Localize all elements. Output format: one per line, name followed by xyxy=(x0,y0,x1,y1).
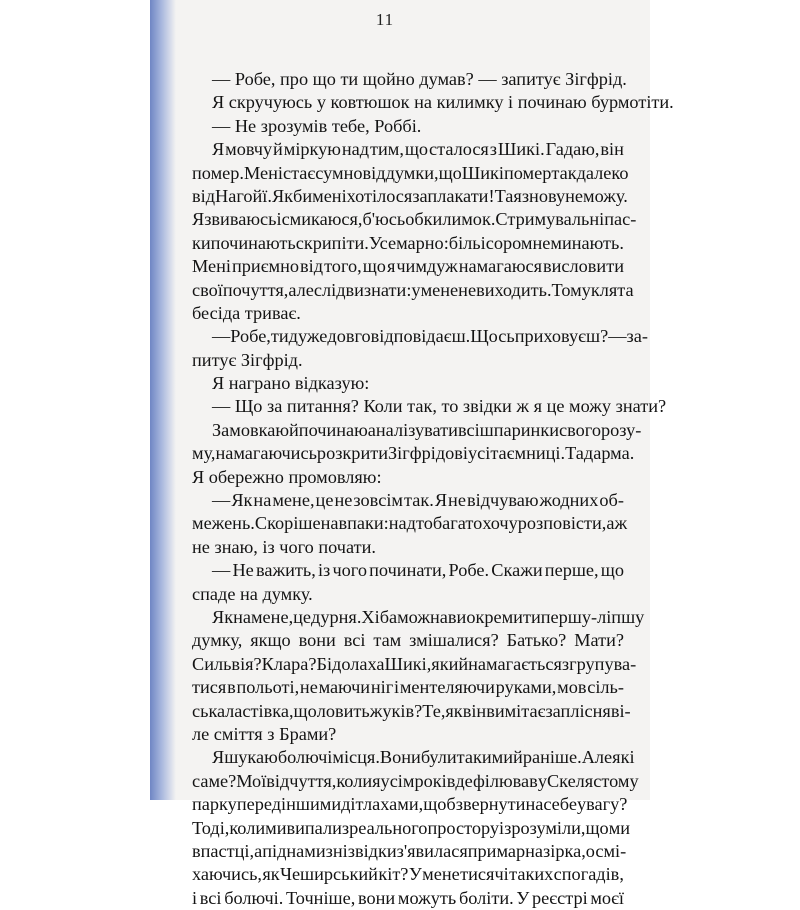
word: приховуєш? xyxy=(514,326,609,347)
word: У xyxy=(516,887,530,908)
text-line: — Що за питання? Коли так, то звідки ж я це можу знати? xyxy=(212,396,667,417)
word: звиваюсь xyxy=(204,209,277,230)
word: і xyxy=(499,817,505,838)
word: під xyxy=(262,840,287,861)
word: нізвідки xyxy=(332,840,397,861)
word: надто xyxy=(388,513,433,534)
word: Чеширський xyxy=(280,864,378,885)
word: болючі xyxy=(277,747,333,768)
text-line: — Не зрозумів тебе, Роббі. xyxy=(212,115,422,136)
word: аналізувати xyxy=(367,419,458,440)
word: з xyxy=(341,817,350,838)
word: Скоріше xyxy=(254,513,321,534)
word: думки, xyxy=(385,162,439,183)
word: як xyxy=(262,864,280,885)
word: моєї xyxy=(590,887,624,908)
word: сором xyxy=(485,232,533,253)
word: можу. xyxy=(583,185,628,206)
word: думку, xyxy=(192,630,243,651)
word: можна xyxy=(397,606,448,627)
word: від xyxy=(192,185,216,206)
word: ти xyxy=(270,326,289,347)
word: Стримувальні xyxy=(495,209,605,230)
word: Я xyxy=(212,747,225,768)
word: — xyxy=(212,326,231,347)
word: Гадаю, xyxy=(545,139,600,160)
word: років xyxy=(414,770,456,791)
word: дурня. xyxy=(311,606,362,627)
word: виходить. xyxy=(476,279,552,300)
text-line xyxy=(192,489,624,512)
word: жодних xyxy=(539,490,599,511)
word: Мені xyxy=(192,256,231,277)
word: від xyxy=(300,256,324,277)
word: саме? xyxy=(192,770,237,791)
word: сіль- xyxy=(587,677,624,698)
word: Але xyxy=(581,747,613,768)
word: Клара? xyxy=(261,653,317,674)
word: всі xyxy=(199,887,222,908)
word: осмі- xyxy=(585,840,627,861)
word: починають xyxy=(210,232,296,253)
word: це xyxy=(293,606,312,627)
text-line xyxy=(192,255,624,278)
word: Усе xyxy=(368,232,397,253)
word: Скелястому xyxy=(546,770,639,791)
word: килимок. xyxy=(423,209,496,230)
word: такими xyxy=(456,747,514,768)
text-line: спаде на думку. xyxy=(192,583,313,604)
word: би xyxy=(293,185,313,206)
word: хочу xyxy=(482,513,518,534)
word: можуть xyxy=(397,887,457,908)
word: так xyxy=(551,162,577,183)
word: визнати: xyxy=(345,279,412,300)
word: тисячі xyxy=(460,864,509,885)
word: розу- xyxy=(600,419,642,440)
word: реального xyxy=(349,817,428,838)
word: намагаюся xyxy=(458,256,542,277)
word: Хіба xyxy=(361,606,398,627)
word: й xyxy=(273,139,283,160)
word: висловити xyxy=(543,256,624,277)
text-line xyxy=(192,419,642,442)
word: Мої xyxy=(236,770,267,791)
word: ми xyxy=(265,817,287,838)
text-line xyxy=(192,700,631,723)
word: чимдуж xyxy=(396,256,458,277)
word: намагаючись xyxy=(215,443,317,464)
word: руками, xyxy=(495,677,557,698)
word: розкрити xyxy=(316,443,389,464)
text-line: питує Зігфрід. xyxy=(192,349,303,370)
word: парку xyxy=(192,794,237,815)
text-line xyxy=(192,840,627,863)
word: починаю xyxy=(298,419,368,440)
text-line: Я награно відказую: xyxy=(212,373,370,394)
word: були xyxy=(420,747,457,768)
word: клята xyxy=(590,279,634,300)
word: Як xyxy=(212,606,234,627)
word: мене xyxy=(422,864,460,885)
text-line xyxy=(192,887,624,910)
word: свого xyxy=(559,419,601,440)
text-line xyxy=(192,442,635,465)
word: — xyxy=(608,326,627,347)
word: який xyxy=(431,653,469,674)
word: так. xyxy=(404,490,434,511)
book-page xyxy=(150,0,674,908)
word: що xyxy=(438,162,462,183)
word: коли xyxy=(336,770,373,791)
word: марно: xyxy=(396,232,449,253)
word: перед xyxy=(236,794,282,815)
word: які xyxy=(612,747,635,768)
word: всі xyxy=(457,419,480,440)
body-text xyxy=(192,68,674,910)
word: зірка, xyxy=(543,840,586,861)
word: місця. xyxy=(332,747,380,768)
word: не xyxy=(299,677,318,698)
text-line xyxy=(192,817,631,840)
word: реєстрі xyxy=(532,887,588,908)
word: помер xyxy=(503,162,552,183)
word: намагається xyxy=(468,653,562,674)
word: — xyxy=(212,490,231,511)
word: і xyxy=(276,209,282,230)
word: починати, xyxy=(369,560,447,581)
word: а xyxy=(254,840,263,861)
word: зовсім xyxy=(353,490,403,511)
word: сім xyxy=(389,770,415,791)
word: болючі. xyxy=(224,887,284,908)
word: усі xyxy=(467,443,491,464)
word: стає xyxy=(282,162,316,183)
word: коли xyxy=(229,817,266,838)
word: таємниці. xyxy=(490,443,566,464)
word: мене xyxy=(420,279,459,300)
text-line xyxy=(192,162,629,185)
word: себе xyxy=(543,794,577,815)
word: му, xyxy=(192,443,216,464)
word: Сильвія? xyxy=(192,653,262,674)
word: за- xyxy=(626,326,648,347)
word: у xyxy=(537,770,547,791)
word: Скажи xyxy=(491,560,543,581)
word: вимітає xyxy=(486,700,546,721)
word: увагу? xyxy=(576,794,628,815)
word: раніше. xyxy=(522,747,582,768)
word: відчуття, xyxy=(266,770,337,791)
word: Нагойї. xyxy=(215,185,272,206)
word: я xyxy=(372,770,381,791)
word: він xyxy=(600,139,624,160)
word: навпаки: xyxy=(320,513,389,534)
word: слід xyxy=(313,279,346,300)
word: простору xyxy=(427,817,500,838)
word: мене, xyxy=(272,490,315,511)
text-line xyxy=(192,325,648,348)
word: не xyxy=(448,490,466,511)
word: довго xyxy=(327,326,371,347)
word: ська xyxy=(192,700,226,721)
text-line xyxy=(192,279,634,302)
word: Щось xyxy=(470,326,515,347)
word: ментеляючи xyxy=(399,677,495,698)
word: нами xyxy=(286,840,326,861)
word: розповісти, xyxy=(517,513,607,534)
word: ловить xyxy=(316,700,370,721)
word: не xyxy=(532,232,551,253)
text-line xyxy=(192,512,628,535)
word: якщо xyxy=(250,630,291,651)
word: межень. xyxy=(192,513,255,534)
word: і xyxy=(192,887,198,908)
word: заплісняві- xyxy=(545,700,631,721)
word: аж xyxy=(606,513,628,534)
word: почуття, xyxy=(222,279,289,300)
word: об- xyxy=(599,490,624,511)
word: як xyxy=(445,700,463,721)
word: вони xyxy=(298,630,336,651)
word: ми xyxy=(608,817,631,838)
word: відчуваю xyxy=(466,490,539,511)
word: тим, xyxy=(370,139,404,160)
word: ніг xyxy=(370,677,394,698)
text-line: Я скручуюсь у ковтюшок на килимку і починаю бурмотіти. xyxy=(212,92,674,113)
text-line xyxy=(192,629,624,652)
word: він xyxy=(462,700,487,721)
word: що xyxy=(585,817,609,838)
word: приємно xyxy=(232,256,300,277)
text-line xyxy=(192,232,624,255)
text-line xyxy=(192,863,624,886)
word: там xyxy=(373,630,402,651)
word: свої xyxy=(192,279,223,300)
word: перше, xyxy=(544,560,599,581)
word: Як xyxy=(271,185,294,206)
word: від xyxy=(362,162,386,183)
word: що xyxy=(293,700,317,721)
word: Батько? xyxy=(506,630,567,651)
word: б'юсь xyxy=(362,209,406,230)
word: я xyxy=(513,185,522,206)
text-line: бесіда триває. xyxy=(192,302,301,323)
word: Як xyxy=(231,490,253,511)
word: сталося xyxy=(429,139,489,160)
word: в xyxy=(192,840,201,861)
word: дуже xyxy=(288,326,328,347)
text-line xyxy=(192,793,628,816)
word: спогадів, xyxy=(553,864,624,885)
word: з'явилася xyxy=(396,840,468,861)
word: над xyxy=(341,139,370,160)
word: скрипіти. xyxy=(295,232,369,253)
word: Та xyxy=(565,443,584,464)
text-line xyxy=(192,770,639,793)
word: Шикі, xyxy=(384,653,432,674)
word: у xyxy=(380,770,390,791)
word: пас- xyxy=(604,209,637,230)
word: Не xyxy=(232,560,254,581)
word: ки xyxy=(192,232,211,253)
word: не xyxy=(565,185,584,206)
text-line xyxy=(192,208,637,231)
word: вони xyxy=(357,887,396,908)
word: з xyxy=(489,139,497,160)
word: боліти. xyxy=(458,887,514,908)
word: шпаринки xyxy=(479,419,560,440)
word: кіт? xyxy=(378,864,409,885)
word: іншими xyxy=(281,794,342,815)
word: жуків? xyxy=(369,700,423,721)
text-line xyxy=(192,746,635,769)
word: зрозуміли, xyxy=(504,817,586,838)
word: на xyxy=(233,606,251,627)
word: шукаю xyxy=(224,747,278,768)
word: хаючись, xyxy=(192,864,262,885)
word: Робе, xyxy=(230,326,271,347)
word: виокремити xyxy=(447,606,541,627)
word: минають. xyxy=(550,232,624,253)
word: польоті, xyxy=(236,677,300,698)
word: далеко xyxy=(576,162,629,183)
word: й xyxy=(289,419,299,440)
word: Робе. xyxy=(448,560,490,581)
word: важить, xyxy=(255,560,316,581)
word: багато xyxy=(432,513,483,534)
word: що xyxy=(362,256,386,277)
word: що xyxy=(404,139,429,160)
word: хотілося xyxy=(346,185,413,206)
word: маючи xyxy=(318,677,371,698)
word: на xyxy=(525,794,544,815)
word: Шикі. xyxy=(497,139,545,160)
text-line xyxy=(192,676,624,699)
word: і xyxy=(480,232,486,253)
word: не xyxy=(334,490,353,511)
word: Вони xyxy=(379,747,421,768)
word: сумно xyxy=(315,162,363,183)
text-line: не знаю, із чого почати. xyxy=(192,536,376,557)
word: міркую xyxy=(283,139,341,160)
text-line xyxy=(192,653,637,676)
spine-shadow xyxy=(150,0,176,800)
word: з xyxy=(325,840,333,861)
word: на xyxy=(253,490,272,511)
word: випали xyxy=(286,817,342,838)
text-line: — Робе, про що ти щойно думав? — запитує Зігфрід. xyxy=(212,69,627,89)
word: відповідаєш. xyxy=(370,326,471,347)
word: смикаюся, xyxy=(281,209,363,230)
word: Я xyxy=(212,139,225,160)
word: — xyxy=(212,560,231,581)
word: знову xyxy=(521,185,566,206)
word: дефілював xyxy=(455,770,538,791)
word: Точніше, xyxy=(286,887,356,908)
word: Я xyxy=(192,209,205,230)
word: чого xyxy=(332,560,367,581)
word: Я xyxy=(434,490,448,511)
word: Бідолаха xyxy=(316,653,385,674)
word: біль xyxy=(448,232,481,253)
word: мені xyxy=(312,185,347,206)
word: всі xyxy=(343,630,366,651)
word: помер. xyxy=(192,162,244,183)
word: Шикі xyxy=(461,162,504,183)
word: це xyxy=(315,490,334,511)
word: ластівка, xyxy=(225,700,294,721)
page-number: 11 xyxy=(375,10,395,29)
text-line xyxy=(192,606,645,629)
word: Мати? xyxy=(574,630,624,651)
word: першу-ліпшу xyxy=(540,606,645,627)
word: дарма. xyxy=(583,443,635,464)
word: із xyxy=(317,560,331,581)
word: щоб xyxy=(423,794,456,815)
word: і xyxy=(394,677,400,698)
word: мов xyxy=(557,677,587,698)
word: згрупува- xyxy=(561,653,637,674)
text-line: ле сміття з Брами? xyxy=(192,723,337,744)
word: Зігфрідові xyxy=(388,443,468,464)
word: в xyxy=(227,677,236,698)
text-line xyxy=(192,138,624,161)
word: Те, xyxy=(422,700,446,721)
word: об xyxy=(405,209,424,230)
word: заплакати! xyxy=(412,185,495,206)
word: таких xyxy=(509,864,554,885)
word: мовчу xyxy=(225,139,273,160)
word: тися xyxy=(192,677,227,698)
word: Та xyxy=(494,185,514,206)
word: я xyxy=(386,256,396,277)
word: Замовкаю xyxy=(212,419,289,440)
word: Тому xyxy=(551,279,591,300)
word: у xyxy=(411,279,421,300)
text-line xyxy=(192,559,624,582)
word: не xyxy=(458,279,477,300)
word: Тоді, xyxy=(192,817,230,838)
word: У xyxy=(408,864,422,885)
word: мене, xyxy=(250,606,294,627)
word: змішалися? xyxy=(409,630,499,651)
word: примарна xyxy=(467,840,544,861)
word: пастці, xyxy=(200,840,255,861)
word: й xyxy=(513,747,523,768)
word: того, xyxy=(324,256,362,277)
word: але xyxy=(288,279,314,300)
word: дітлахами, xyxy=(341,794,424,815)
word: Мені xyxy=(243,162,283,183)
text-line: Я обережно промовляю: xyxy=(192,466,382,487)
word: що xyxy=(600,560,624,581)
text-line xyxy=(192,185,628,208)
word: звернути xyxy=(455,794,526,815)
